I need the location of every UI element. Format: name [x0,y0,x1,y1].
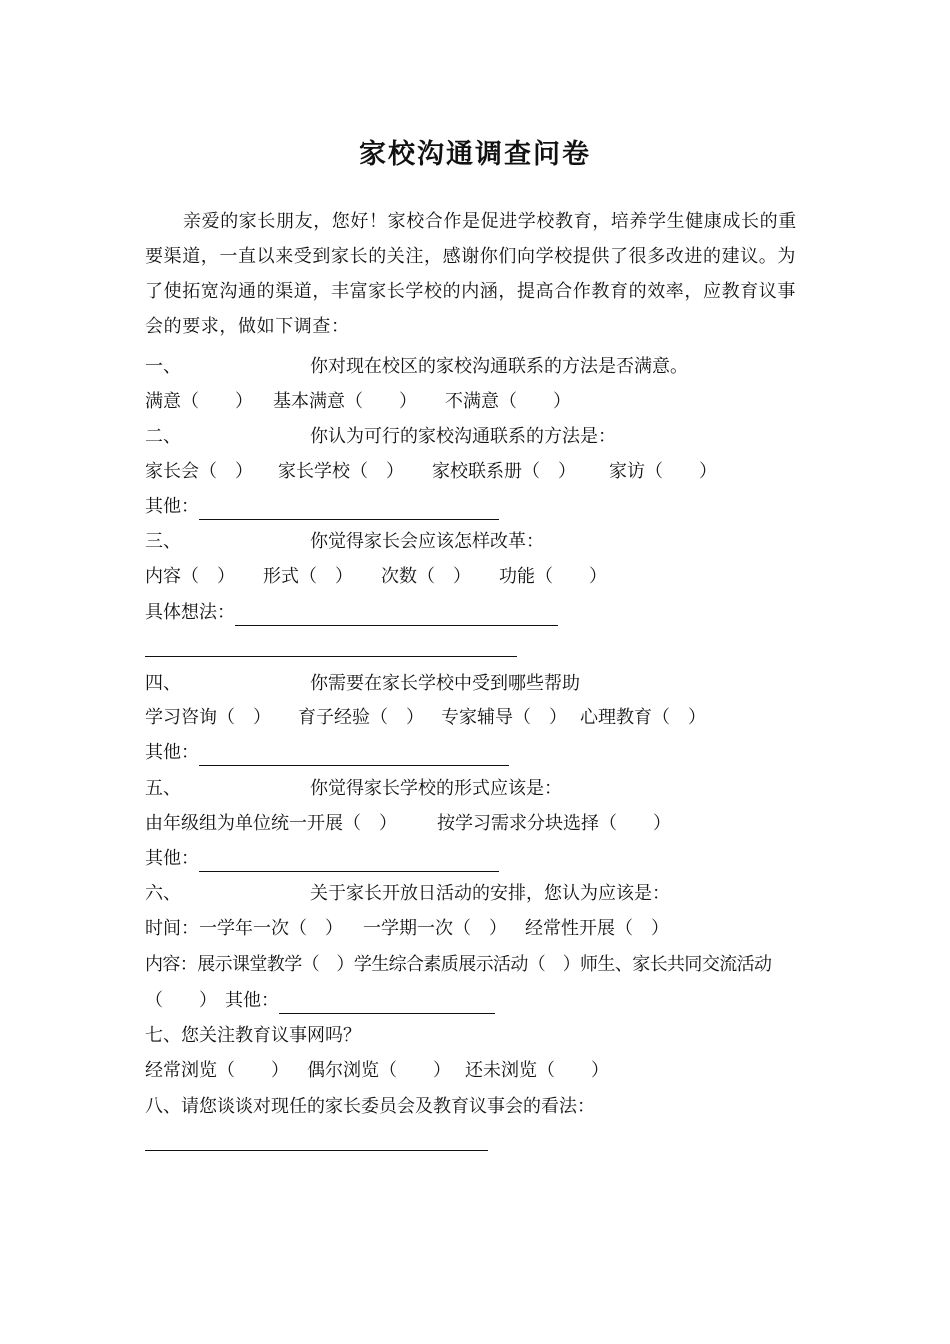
question-2-other [145,494,499,520]
option[interactable]: 师生、家长共同交流活动 [580,954,772,975]
option[interactable]: 一学年一次（ ） [199,918,343,939]
option[interactable]: 专家辅导（ ） [441,707,567,728]
option[interactable]: 内容（ ） [145,566,235,587]
option[interactable]: 不满意（ ） [445,391,571,412]
question-text: 你认为可行的家校沟通联系的方法是： [310,426,616,447]
question-1 [145,354,688,380]
question-6-content [145,952,771,978]
option[interactable]: 还未浏览（ ） [465,1060,609,1081]
question-4-options [145,705,706,731]
other-label: 其他： [145,496,199,517]
question-6 [145,881,670,907]
option[interactable]: 基本满意（ ） [273,391,417,412]
question-text: 七、您关注教育议事网吗？ [145,1025,361,1046]
option[interactable]: 家访（ ） [609,461,717,482]
option[interactable]: 形式（ ） [263,566,353,587]
question-number: 五、 [145,778,181,799]
question-5-options [145,811,671,837]
other-input[interactable] [199,851,499,872]
intro-paragraph: 亲爱的家长朋友，您好！家校合作是促进学校教育，培养学生健康成长的重要渠道，一直以来受到家长的关注，感谢你们向学校提供了很多改进的建议。为了使拓宽沟通的渠道，丰富家长学校的内涵，提高合作教育的效率，应教育议事会的要求，做如下调查： [145,211,797,337]
question-3 [145,529,544,555]
option[interactable]: 学习咨询（ ） [145,707,271,728]
content-label: 内容： [145,954,198,975]
option[interactable]: 经常性开展（ ） [525,918,669,939]
question-text: 你对现在校区的家校沟通联系的方法是否满意。 [310,356,688,377]
question-6-other [145,988,495,1014]
question-6-time [145,916,669,942]
option[interactable]: 心理教育（ ） [580,707,706,728]
option[interactable]: 由年级组为单位统一开展（ ） [145,813,397,834]
other-label: 其他： [145,742,199,763]
question-4-other [145,740,509,766]
option[interactable]: 按学习需求分块选择（ ） [437,813,671,834]
answer-line[interactable] [145,1150,488,1151]
other-input[interactable] [199,745,509,766]
question-7-options [145,1058,609,1084]
question-text: 八、请您谈谈对现任的家长委员会及教育议事会的看法： [145,1096,595,1117]
option[interactable]: 功能（ ） [499,566,607,587]
question-4 [145,671,580,697]
question-2 [145,424,616,450]
other-input[interactable] [235,605,558,626]
question-number: 六、 [145,883,181,904]
option[interactable]: 家长会（ ） [145,461,253,482]
option[interactable]: 次数（ ） [381,566,471,587]
question-8 [145,1094,595,1120]
question-number: 三、 [145,531,181,552]
question-2-options [145,459,717,485]
question-5 [145,776,562,802]
other-label: 其他： [225,990,279,1011]
option[interactable]: 满意（ ） [145,391,253,412]
option[interactable]: 育子经验（ ） [298,707,424,728]
option[interactable]: 偶尔浏览（ ） [307,1060,451,1081]
option[interactable]: 一学期一次（ ） [363,918,507,939]
other-input[interactable] [199,499,499,520]
question-1-options [145,389,571,415]
question-5-other [145,846,499,872]
question-3-options [145,564,607,590]
question-7 [145,1023,361,1049]
question-text: 你需要在家长学校中受到哪些帮助 [310,673,580,694]
question-text: 你觉得家长学校的形式应该是： [310,778,562,799]
time-label: 时间： [145,918,199,939]
other-input[interactable] [279,993,495,1014]
option[interactable]: 家长学校（ ） [278,461,404,482]
question-3-other [145,600,558,626]
page-title: 家校沟通调查问卷 [359,139,591,170]
question-number: 二、 [145,426,181,447]
question-number: 四、 [145,673,181,694]
other-label: 其他： [145,848,199,869]
question-number: 一、 [145,356,181,377]
question-text: 你觉得家长会应该怎样改革： [310,531,544,552]
option[interactable]: 家校联系册（ ） [432,461,576,482]
option[interactable]: 学生综合素质展示活动（ ） [353,954,581,975]
option[interactable]: 经常浏览（ ） [145,1060,289,1081]
option[interactable]: 展示课堂教学（ ） [197,954,354,975]
answer-line[interactable] [145,656,517,657]
other-label: 具体想法： [145,602,235,623]
option[interactable]: （ ） [145,990,217,1011]
question-text: 关于家长开放日活动的安排，您认为应该是： [310,883,670,904]
